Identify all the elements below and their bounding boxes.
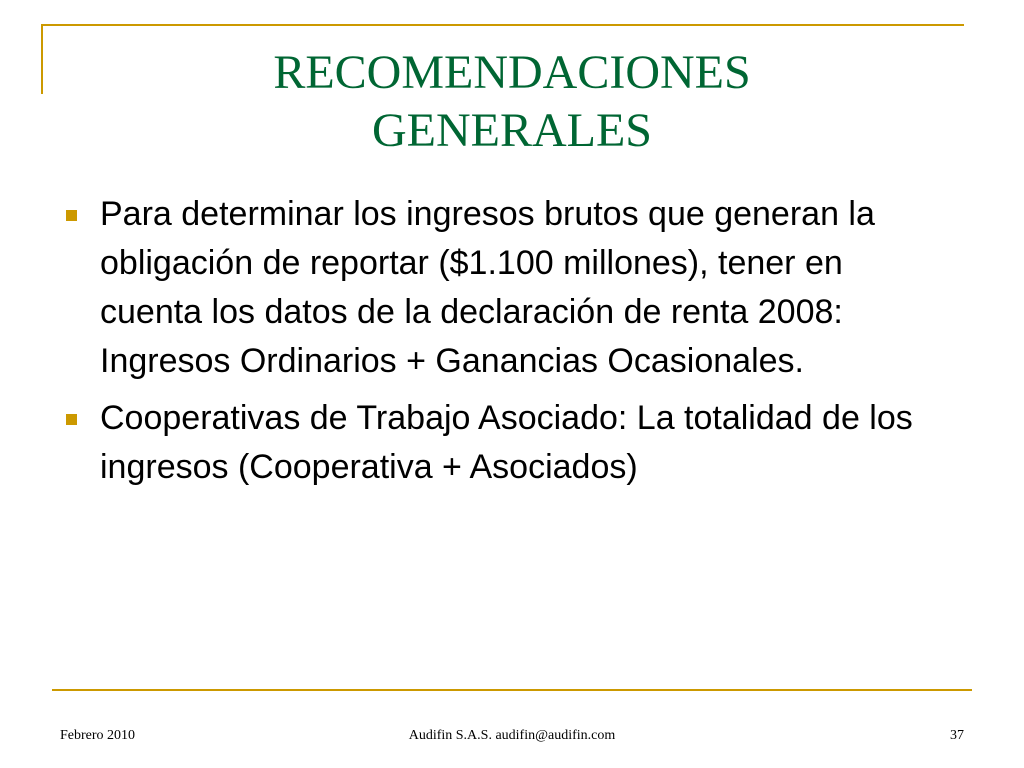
bullet-item [60, 190, 920, 386]
frame-top-line [41, 24, 964, 26]
bullet-item [60, 394, 920, 492]
slide-title [60, 44, 964, 160]
square-bullet-icon [66, 414, 77, 425]
bullet-text: Para determinar los ingresos brutos que generan la obligación de reportar ($1.100 millones), tener en cuenta los datos de la declaración de renta 2008: Ingresos Ordinarios + Ganancias Ocasionales. [100, 195, 875, 380]
square-bullet-icon [66, 210, 77, 221]
footer-company: Audifin S.A.S. audifin@audifin.com [408, 728, 616, 743]
footer-date: Febrero 2010 [60, 728, 136, 743]
footer-page-number: 37 [950, 728, 964, 743]
slide-title-line-2: GENERALES [372, 104, 652, 157]
slide-title-line-1: RECOMENDACIONES [273, 46, 751, 99]
footer-divider [52, 689, 972, 691]
bullet-list [60, 190, 920, 500]
frame-left-line [41, 24, 43, 94]
bullet-text: Cooperativas de Trabajo Asociado: La totalidad de los ingresos (Cooperativa + Asociados) [100, 399, 913, 486]
